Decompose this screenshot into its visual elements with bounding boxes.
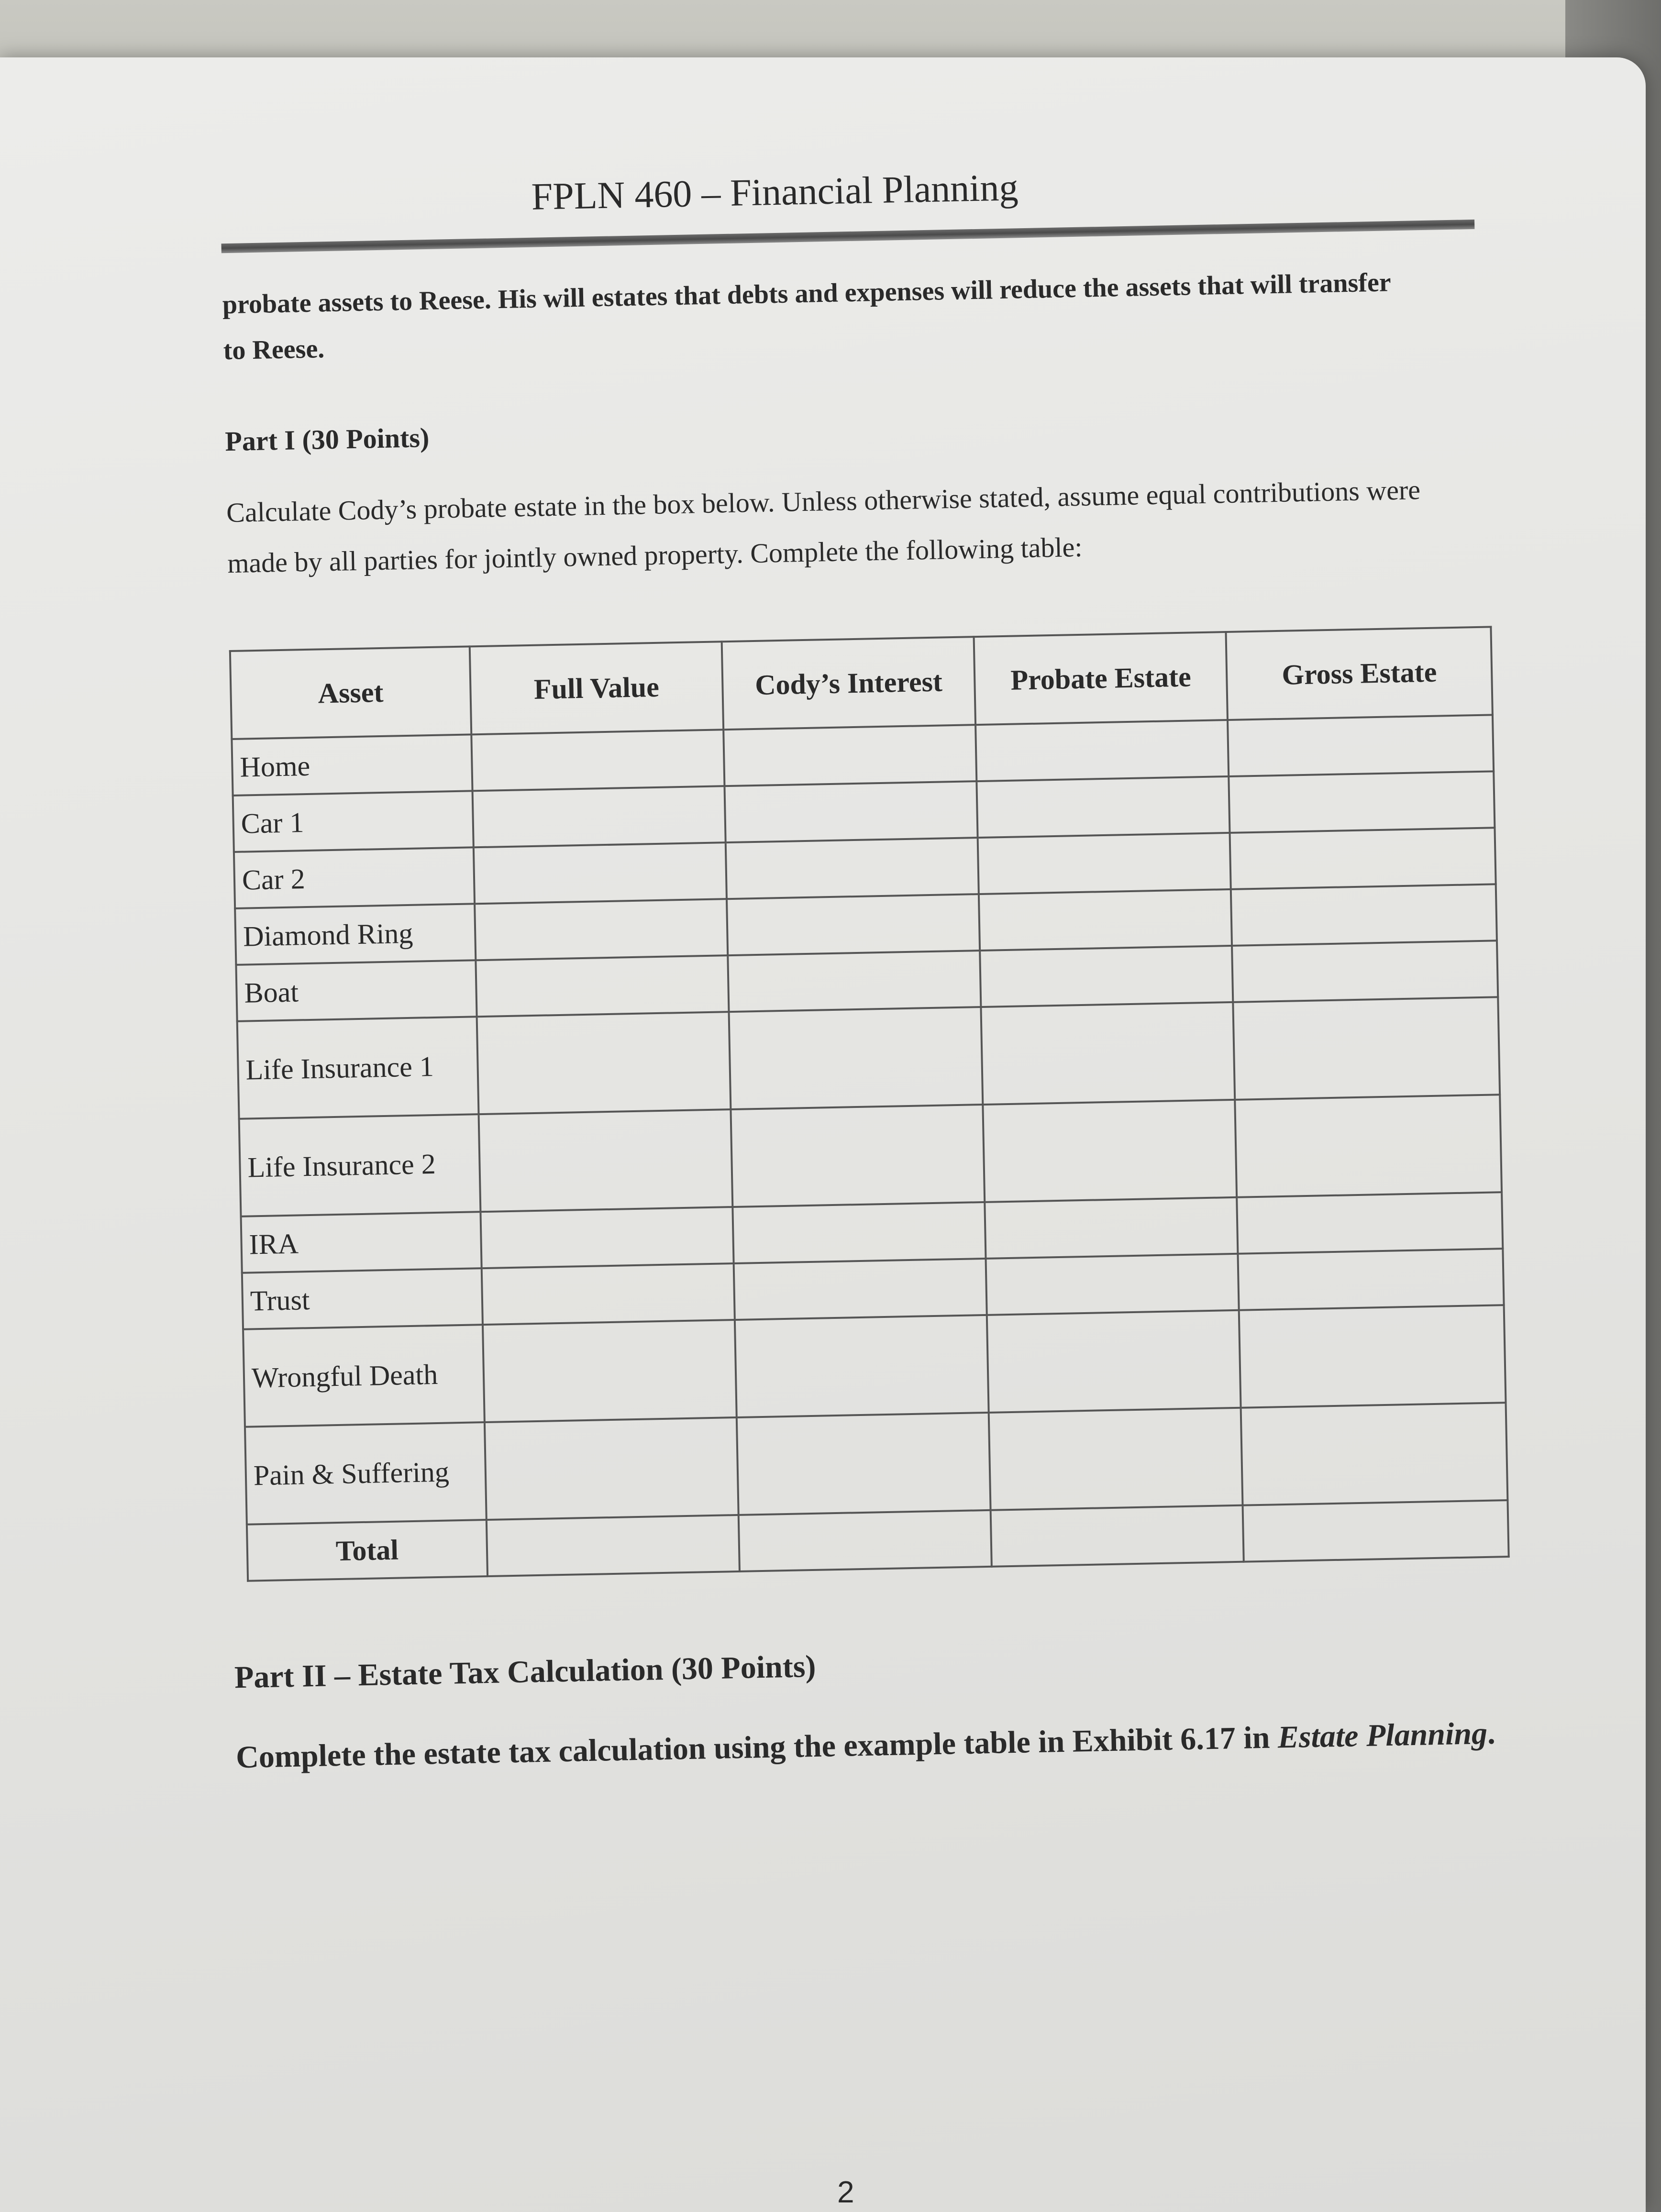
full-value-cell[interactable]	[472, 786, 725, 847]
total-probate-estate-cell[interactable]	[991, 1505, 1244, 1567]
asset-name-cell: Trust	[242, 1268, 483, 1329]
gross-estate-cell[interactable]	[1239, 1305, 1506, 1408]
codys-interest-cell[interactable]	[724, 781, 977, 842]
probate-estate-cell[interactable]	[987, 1310, 1241, 1413]
asset-name-cell: Life Insurance 2	[239, 1114, 481, 1217]
intro-paragraph: probate assets to Reese. His will estates that debts and expenses will reduce the assets that will transfer to Reese.	[222, 267, 1391, 366]
probate-estate-cell[interactable]	[983, 1100, 1237, 1202]
full-value-cell[interactable]	[482, 1263, 735, 1325]
full-value-cell[interactable]	[475, 899, 728, 960]
codys-interest-cell[interactable]	[727, 894, 980, 955]
course-header-title: FPLN 460 – Financial Planning	[531, 166, 1019, 218]
book-title: Estate Planning	[1277, 1715, 1488, 1755]
part-two-instructions	[235, 1706, 1538, 1784]
asset-name-cell: Boat	[236, 960, 476, 1021]
gross-estate-cell[interactable]	[1228, 715, 1494, 776]
column-header-asset: Asset	[230, 646, 471, 739]
column-header-gross-estate: Gross Estate	[1226, 627, 1493, 720]
part-two-text-end: .	[1487, 1715, 1496, 1751]
probate-estate-cell[interactable]	[985, 1197, 1238, 1259]
full-value-cell[interactable]	[476, 1012, 731, 1114]
gross-estate-cell[interactable]	[1232, 940, 1498, 1002]
asset-name-cell: Life Insurance 1	[237, 1017, 479, 1119]
probate-estate-cell[interactable]	[979, 889, 1232, 951]
page-content	[201, 157, 1535, 1904]
codys-interest-cell[interactable]	[728, 951, 981, 1012]
part-two-text-start: Complete the estate tax calculation using the example table in Exhibit 6.17 in	[235, 1720, 1278, 1775]
header-rule	[221, 220, 1474, 253]
full-value-cell[interactable]	[485, 1417, 739, 1520]
codys-interest-cell[interactable]	[737, 1413, 991, 1515]
probate-estate-cell[interactable]	[975, 720, 1229, 781]
gross-estate-cell[interactable]	[1235, 1095, 1502, 1197]
asset-name-cell: Car 2	[234, 847, 475, 908]
codys-interest-cell[interactable]	[734, 1259, 987, 1320]
full-value-cell[interactable]	[474, 842, 727, 904]
total-gross-estate-cell[interactable]	[1243, 1500, 1509, 1562]
full-value-cell[interactable]	[478, 1109, 732, 1212]
gross-estate-cell[interactable]	[1231, 884, 1497, 946]
part-one-instructions: Calculate Cody’s probate estate in the box below. Unless otherwise stated, assume equal contributions were made by all parties for jointly owned property. Complete the following table:	[226, 474, 1421, 579]
asset-name-cell: Home	[232, 734, 472, 796]
full-value-cell[interactable]	[480, 1207, 733, 1268]
full-value-cell[interactable]	[483, 1320, 737, 1422]
asset-name-cell: IRA	[241, 1212, 482, 1273]
probate-estate-cell[interactable]	[978, 833, 1231, 894]
codys-interest-cell[interactable]	[732, 1202, 986, 1263]
column-header-full-value: Full Value	[470, 641, 724, 734]
full-value-cell[interactable]	[476, 955, 729, 1017]
asset-name-cell: Wrongful Death	[243, 1325, 485, 1427]
codys-interest-cell[interactable]	[726, 838, 979, 899]
gross-estate-cell[interactable]	[1238, 1249, 1504, 1310]
column-header-codys-interest: Cody’s Interest	[722, 637, 976, 730]
probate-estate-cell[interactable]	[980, 946, 1233, 1007]
full-value-cell[interactable]	[471, 730, 724, 791]
total-codys-interest-cell[interactable]	[739, 1510, 992, 1571]
part-two-heading: Part II – Estate Tax Calculation (30 Points)	[234, 1648, 817, 1695]
gross-estate-cell[interactable]	[1229, 771, 1495, 833]
asset-name-cell: Diamond Ring	[235, 904, 476, 965]
page-number: 2	[837, 2175, 854, 2209]
asset-name-cell: Car 1	[233, 791, 474, 852]
codys-interest-cell[interactable]	[735, 1315, 989, 1417]
codys-interest-cell[interactable]	[731, 1105, 985, 1207]
gross-estate-cell[interactable]	[1237, 1192, 1503, 1254]
probate-estate-cell[interactable]	[977, 776, 1230, 838]
probate-estate-cell[interactable]	[981, 1002, 1235, 1105]
part-one-heading: Part I (30 Points)	[224, 421, 430, 457]
codys-interest-cell[interactable]	[729, 1007, 983, 1109]
asset-table	[229, 626, 1510, 1582]
gross-estate-cell[interactable]	[1241, 1403, 1507, 1505]
probate-estate-cell[interactable]	[986, 1254, 1239, 1315]
gross-estate-cell[interactable]	[1233, 997, 1500, 1100]
asset-name-cell: Pain & Suffering	[245, 1422, 487, 1525]
gross-estate-cell[interactable]	[1230, 828, 1496, 889]
total-label: Total	[247, 1520, 487, 1581]
total-full-value-cell[interactable]	[487, 1515, 740, 1576]
codys-interest-cell[interactable]	[723, 725, 976, 786]
document-page	[0, 57, 1646, 2212]
column-header-probate-estate: Probate Estate	[974, 632, 1228, 725]
probate-estate-cell[interactable]	[989, 1408, 1243, 1510]
